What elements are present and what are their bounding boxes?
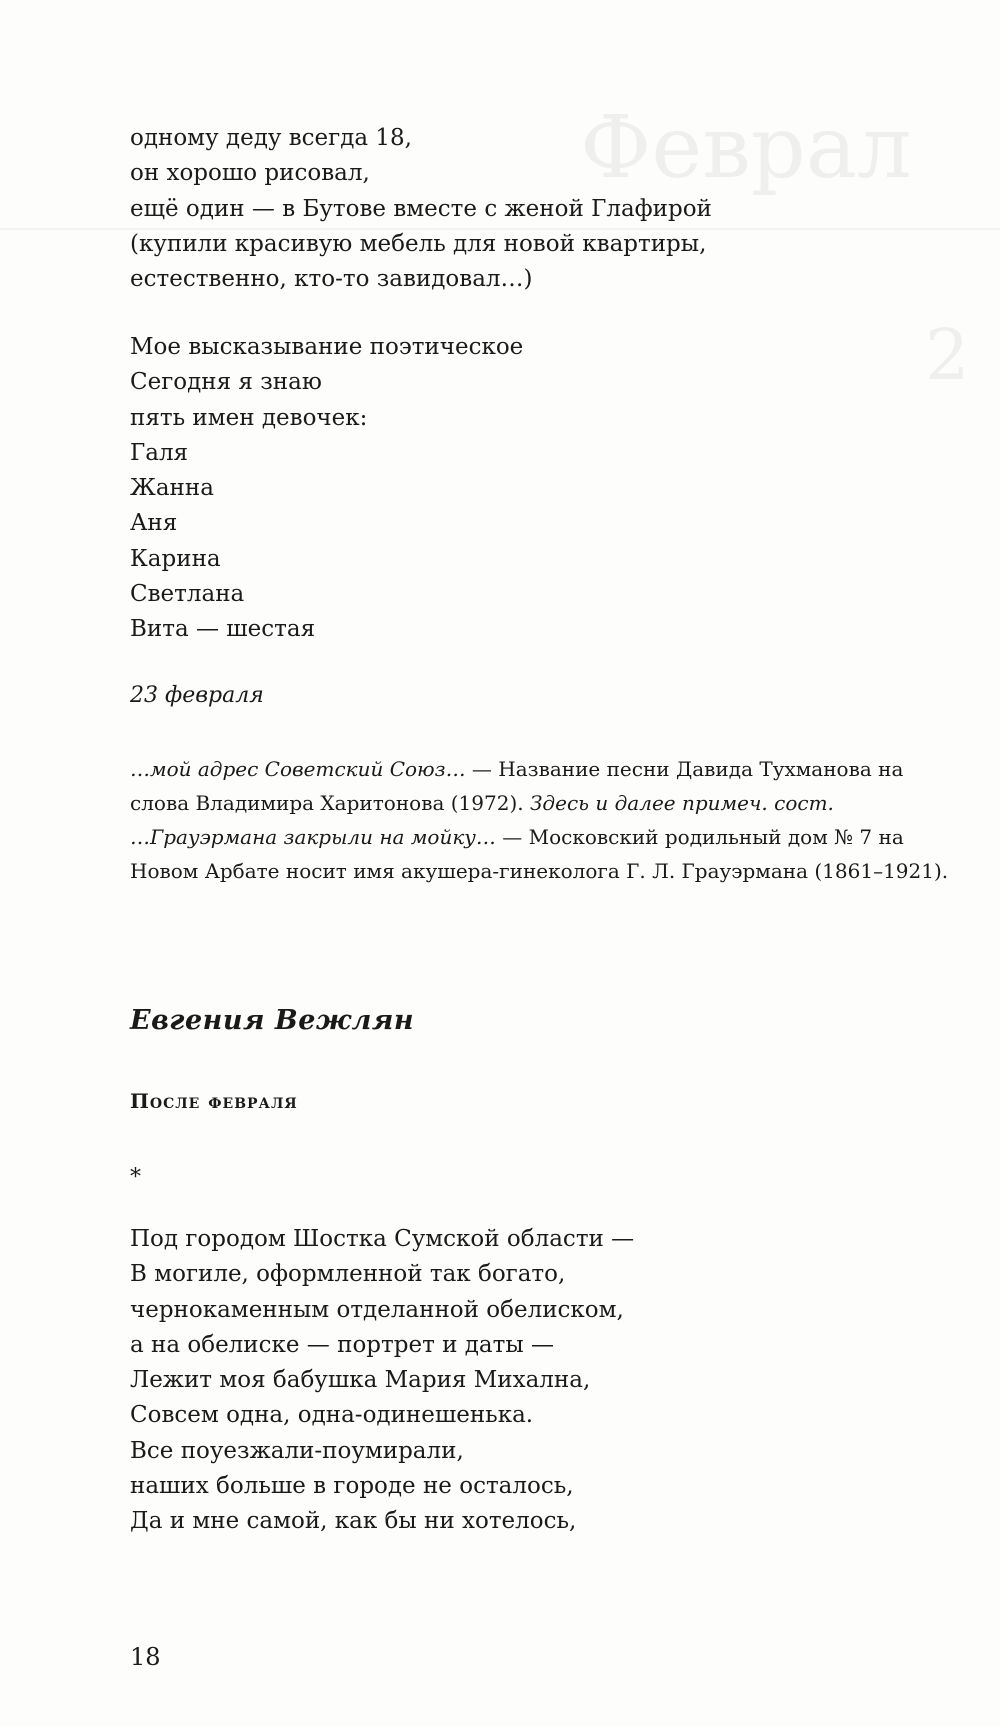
footnote-1-text-cont: слова Владимира Харитонова (1972). [130, 791, 530, 815]
poem-line: естественно, кто-то завидовал…) [130, 266, 533, 293]
poem-line: (купили красивую мебель для новой квартиры, [130, 230, 707, 257]
poem-line: пять имен девочек: [130, 404, 368, 431]
footnote-1-quote: …мой адрес Советский Союз… [130, 757, 466, 781]
poem-line: Совсем одна, одна-одинешенька. [130, 1402, 534, 1429]
poem-line: он хорошо рисовал, [130, 160, 370, 187]
poem-line: Под городом Шостка Сумской области — [130, 1226, 635, 1252]
poem-line: Лежит моя бабушка Мария Михална, [130, 1367, 591, 1394]
footnote-2-line-2 [130, 854, 960, 888]
poem-stanza-3 [130, 1222, 634, 1540]
footnotes [130, 752, 960, 888]
footnote-1-editor-note: Здесь и далее примеч. сост. [529, 791, 834, 815]
footnote-2-text: — Московский родильный дом № 7 на [495, 825, 904, 849]
poem-line: Да и мне самой, как бы ни хотелось, [130, 1508, 577, 1535]
poem-stanza-2 [130, 330, 523, 648]
footnote-2-line-1 [130, 820, 960, 854]
footnote-1-line-1 [130, 752, 960, 786]
poem-line: одному деду всегда 18, [130, 125, 412, 151]
poem-line: чернокаменным отделанной обелиском, [130, 1296, 624, 1323]
footnote-1-text: — Название песни Давида Тухманова на [465, 757, 904, 781]
poem-line: Мое высказывание поэтическое [130, 334, 524, 360]
poem-stanza-1 [130, 121, 712, 297]
poem-line: Аня [130, 510, 178, 537]
footnote-2-text-cont: Новом Арбате носит имя акушера-гинеколога Г. Л. Грауэрмана (1861–1921). [130, 859, 949, 883]
poem-line: Все поуезжали-поумирали, [130, 1437, 464, 1464]
poem-line: В могиле, оформленной так богато, [130, 1261, 566, 1288]
poem-line: Светлана [130, 581, 245, 608]
footnote-1-line-2 [130, 786, 960, 820]
poem-line: Галя [130, 439, 189, 466]
cycle-title: После февраля [130, 1089, 298, 1113]
poem-line: Жанна [130, 475, 214, 502]
poem-line: а на обелиске — портрет и даты — [130, 1331, 554, 1358]
show-through-title: Феврал [580, 98, 912, 198]
poem-date: 23 февраля [130, 683, 264, 708]
section-asterisk: * [130, 1165, 141, 1190]
show-through-number: 2 [925, 314, 970, 396]
poem-line: ещё один — в Бутове вместе с женой Глафирой [130, 195, 712, 222]
footnote-2-quote: …Грауэрмана закрыли на мойку… [130, 825, 496, 849]
poem-line: Вита — шестая [130, 616, 316, 643]
poem-line: Сегодня я знаю [130, 369, 322, 396]
poem-line: Карина [130, 545, 221, 572]
author-name: Евгения Вежлян [130, 1005, 415, 1036]
poem-line: наших больше в городе не осталось, [130, 1473, 574, 1500]
page-number: 18 [130, 1643, 161, 1671]
